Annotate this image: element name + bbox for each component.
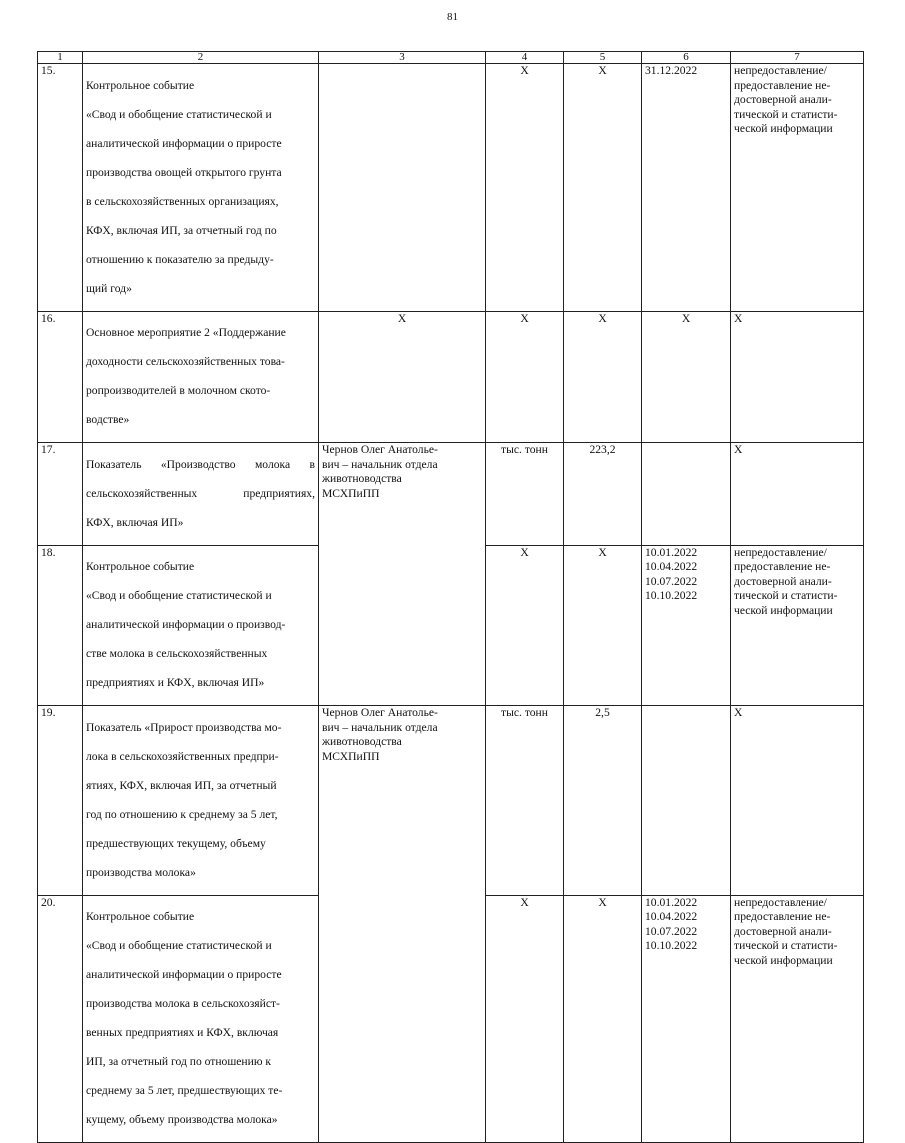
table-row xyxy=(38,443,864,546)
dates-cell: 10.01.2022 10.04.2022 10.07.2022 10.10.2022 xyxy=(642,895,731,1143)
value-cell: X xyxy=(564,311,642,443)
column-header-5: 5 xyxy=(564,52,642,64)
value-cell: X xyxy=(564,64,642,312)
description-line: в сельскохозяйственных организациях, xyxy=(86,194,279,208)
description-line: Показатель «Прирост производства мо- xyxy=(86,720,282,734)
description-line: стве молока в сельскохозяйственных xyxy=(86,647,268,660)
dates-cell: 10.01.2022 10.04.2022 10.07.2022 10.10.2022 xyxy=(642,545,731,706)
value-cell: X xyxy=(564,545,642,706)
description-line: предшествующих текущему, объему xyxy=(86,836,266,850)
row-number: 17. xyxy=(38,443,83,546)
risk-cell: X xyxy=(731,706,864,896)
responsible-cell: X xyxy=(319,311,486,443)
description-line: производства овощей открытого грунта xyxy=(86,165,282,179)
unit-cell: X xyxy=(486,895,564,1143)
unit-cell: X xyxy=(486,64,564,312)
header-row xyxy=(38,52,864,64)
table-row xyxy=(38,311,864,443)
risk-cell: непредоставление/ предоставление не- достоверной анали- тической и статисти- ческой информации xyxy=(731,64,864,312)
description-line: Контрольное событие xyxy=(86,78,195,92)
description-line: Контрольное событие xyxy=(86,560,195,573)
dates-cell xyxy=(642,706,731,896)
dates-cell: X xyxy=(642,311,731,443)
description-line: водстве» xyxy=(86,413,130,426)
row-number: 20. xyxy=(38,895,83,1143)
risk-cell: непредоставление/ предоставление не- достоверной анали- тической и статисти- ческой информации xyxy=(731,895,864,1143)
description-line: предприятиях и КФХ, включая ИП» xyxy=(86,676,265,689)
table-row xyxy=(38,64,864,312)
row-number: 16. xyxy=(38,311,83,443)
row-description xyxy=(83,706,319,896)
description-line: отношению к показателю за предыду- xyxy=(86,252,274,266)
description-line: венных предприятиях и КФХ, включая xyxy=(86,1026,279,1039)
description-line: производства молока в сельскохозяйст- xyxy=(86,997,280,1010)
column-header-7: 7 xyxy=(731,52,864,64)
description-line: сельскохозяйственных предприятиях, xyxy=(86,486,315,500)
value-cell: 223,2 xyxy=(564,443,642,546)
description-line: щий год» xyxy=(86,281,132,295)
description-line: КФХ, включая ИП, за отчетный год по xyxy=(86,223,277,237)
row-description xyxy=(83,443,319,546)
table-row xyxy=(38,706,864,896)
description-line: Контрольное событие xyxy=(86,910,195,923)
description-line: ропроизводителей в молочном ското- xyxy=(86,384,271,397)
description-line: «Свод и обобщение статистической и xyxy=(86,107,272,121)
column-header-6: 6 xyxy=(642,52,731,64)
description-line: аналитической информации о приросте xyxy=(86,136,282,150)
column-header-1: 1 xyxy=(38,52,83,64)
unit-cell: тыс. тонн xyxy=(486,706,564,896)
description-line: кущему, объему производства молока» xyxy=(86,1113,278,1126)
description-line: аналитической информации о производ- xyxy=(86,618,286,631)
description-line: «Свод и обобщение статистической и xyxy=(86,939,272,952)
row-number: 18. xyxy=(38,545,83,706)
description-line: производства молока» xyxy=(86,865,196,879)
plan-table xyxy=(37,51,864,1143)
risk-cell: непредоставление/ предоставление не- достоверной анали- тической и статисти- ческой информации xyxy=(731,545,864,706)
column-header-3: 3 xyxy=(319,52,486,64)
description-line: среднему за 5 лет, предшествующих те- xyxy=(86,1084,283,1097)
row-description xyxy=(83,64,319,312)
unit-cell: X xyxy=(486,311,564,443)
row-number: 15. xyxy=(38,64,83,312)
description-line: доходности сельскохозяйственных това- xyxy=(86,355,285,368)
description-line: Основное мероприятие 2 «Поддержание xyxy=(86,326,286,339)
responsible-cell xyxy=(319,64,486,312)
unit-cell: X xyxy=(486,545,564,706)
row-description xyxy=(83,311,319,443)
dates-cell xyxy=(642,443,731,546)
unit-cell: тыс. тонн xyxy=(486,443,564,546)
row-number: 19. xyxy=(38,706,83,896)
row-description xyxy=(83,545,319,706)
description-line: год по отношению к среднему за 5 лет, xyxy=(86,807,278,821)
description-line: «Свод и обобщение статистической и xyxy=(86,589,272,602)
column-header-4: 4 xyxy=(486,52,564,64)
value-cell: X xyxy=(564,895,642,1143)
page-number: 81 xyxy=(447,11,458,23)
description-line: аналитической информации о приросте xyxy=(86,968,282,981)
risk-cell: X xyxy=(731,311,864,443)
dates-cell: 31.12.2022 xyxy=(642,64,731,312)
responsible-cell: Чернов Олег Анатолье- вич – начальник отдела животноводства МСХПиПП xyxy=(319,443,486,706)
row-description xyxy=(83,895,319,1143)
description-line: лока в сельскохозяйственных предпри- xyxy=(86,749,279,763)
responsible-cell: Чернов Олег Анатолье- вич – начальник отдела животноводства МСХПиПП xyxy=(319,706,486,1143)
description-line: ИП, за отчетный год по отношению к xyxy=(86,1055,272,1068)
column-header-2: 2 xyxy=(83,52,319,64)
risk-cell: X xyxy=(731,443,864,546)
description-line: ятиях, КФХ, включая ИП, за отчетный xyxy=(86,778,277,792)
description-line: Показатель «Производство молока в xyxy=(86,457,315,471)
description-line: КФХ, включая ИП» xyxy=(86,515,184,529)
value-cell: 2,5 xyxy=(564,706,642,896)
